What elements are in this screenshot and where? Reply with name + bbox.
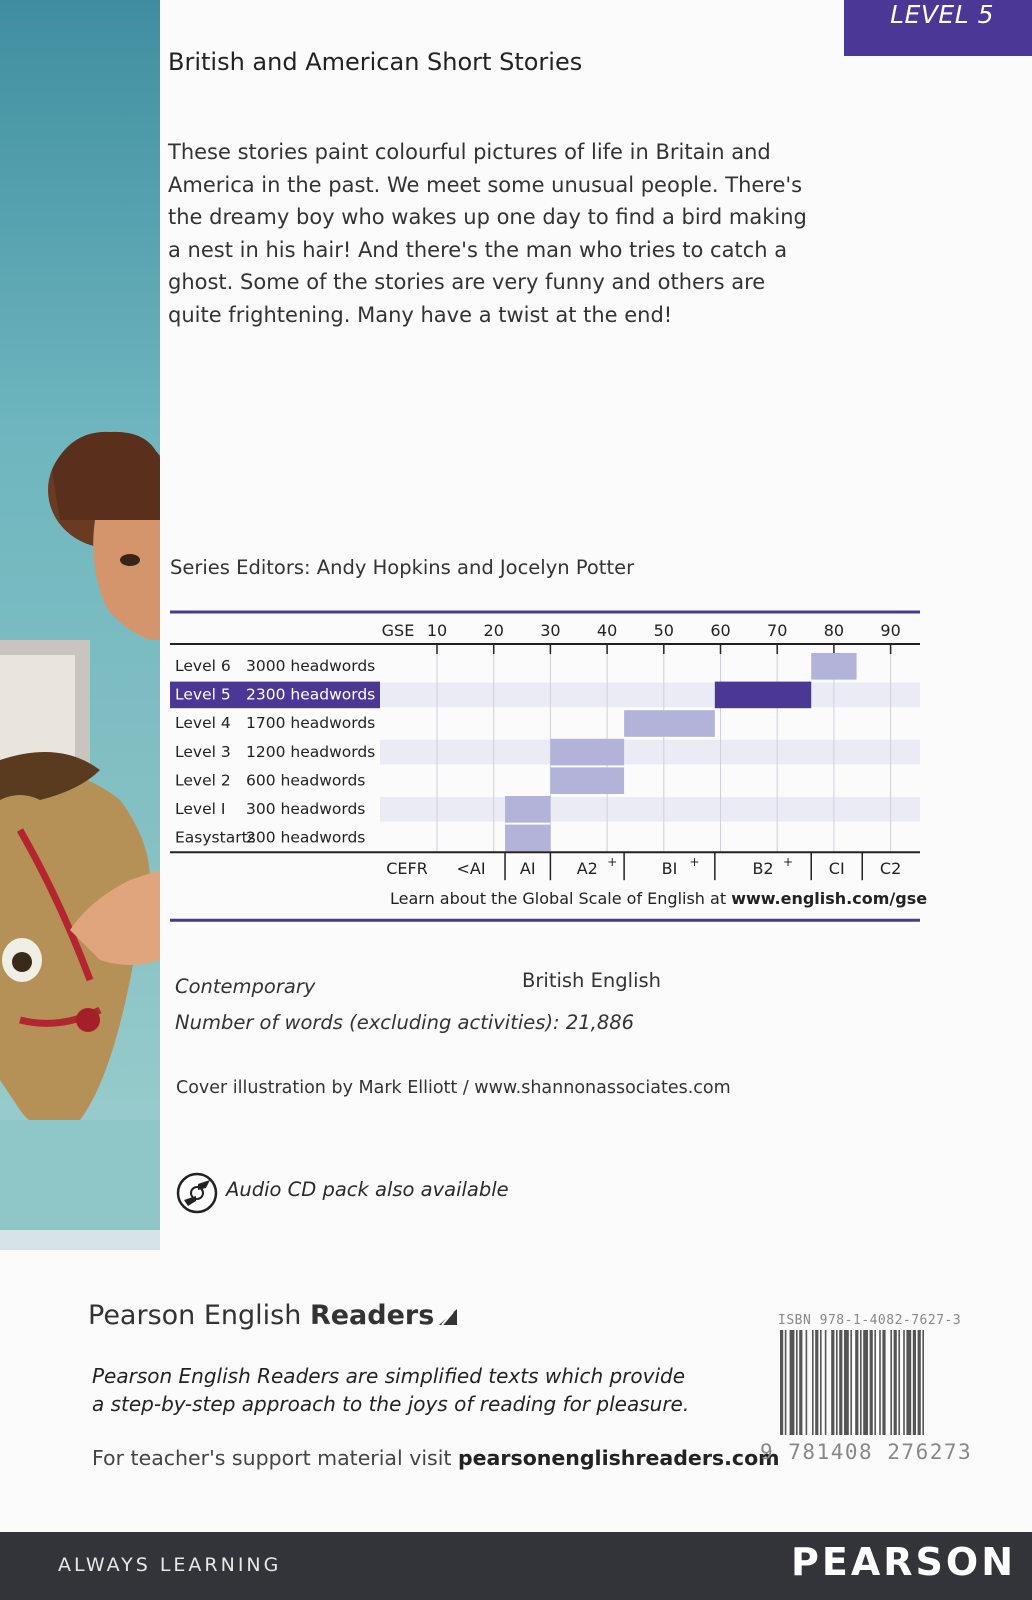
- cefr-band-label: AI: [519, 859, 536, 879]
- barcode-bar: [796, 1330, 798, 1435]
- gse-footnote-prefix: Learn about the Global Scale of English at: [390, 889, 732, 909]
- level-gse-bar: [505, 796, 550, 823]
- level-headwords: 3000 headwords: [246, 657, 376, 675]
- word-count-line: [175, 1011, 634, 1034]
- barcode-bar: [790, 1330, 795, 1435]
- level-gse-bar: [811, 653, 856, 680]
- barcode-bar: [879, 1330, 881, 1435]
- barcode-bar: [903, 1330, 905, 1435]
- footer-slogan: ALWAYS LEARNING: [58, 1554, 282, 1576]
- barcode-bar: [890, 1330, 892, 1435]
- isbn-label: ISBN 978-1-4082-7627-3: [778, 1313, 962, 1328]
- gse-tick-label: 40: [596, 621, 618, 640]
- teacher-support-line: [92, 1446, 780, 1470]
- cefr-band-label: <AI: [456, 859, 486, 879]
- series-name-light: Pearson English: [88, 1300, 310, 1331]
- barcode-bar: [799, 1330, 802, 1435]
- level-headwords: 200 headwords: [246, 828, 366, 847]
- level-gse-bar: [715, 682, 811, 709]
- barcode-bar: [894, 1330, 897, 1435]
- barcode-bar: [844, 1330, 849, 1435]
- level-tab-label: LEVEL 5: [890, 0, 994, 29]
- gse-tick-label: 80: [823, 621, 845, 640]
- barcode-bar: [812, 1330, 814, 1435]
- level-gse-bar: [624, 710, 715, 737]
- audio-cd-text: Audio CD pack also available: [226, 1178, 509, 1201]
- barcode-bar: [780, 1330, 783, 1435]
- barcode-bar: [918, 1330, 921, 1435]
- barcode-bar: [825, 1330, 827, 1435]
- gse-tick-label: 70: [767, 621, 788, 640]
- row-band: [380, 683, 920, 708]
- footer-bar: [0, 1532, 1032, 1600]
- gse-tick-label: 50: [653, 621, 674, 640]
- level-headwords: 2300 headwords: [246, 685, 376, 704]
- level-gse-bar: [550, 767, 624, 794]
- barcode-bar: [836, 1330, 838, 1435]
- gse-tick-label: 60: [710, 621, 731, 640]
- gse-footnote: [390, 889, 927, 908]
- readers-logo-mark-icon: [438, 1306, 458, 1326]
- level-name: Level 6: [175, 657, 231, 675]
- barcode-bar: [806, 1330, 808, 1435]
- level-gse-bar: [505, 825, 550, 852]
- barcode-bar: [870, 1330, 873, 1435]
- publisher-logo: PEARSON: [791, 1540, 1016, 1584]
- row-band: [380, 797, 920, 822]
- level-tab: [844, 0, 1032, 56]
- cefr-axis-label: CEFR: [386, 859, 428, 879]
- gse-footnote-url: www.english.com/gse: [731, 889, 928, 909]
- level-name: Level 3: [175, 742, 231, 761]
- level-headwords: 300 headwords: [246, 800, 366, 818]
- isbn-digits: 9 781408 276273: [760, 1440, 973, 1464]
- barcode-bar: [850, 1330, 852, 1435]
- level-gse-bar: [550, 739, 624, 766]
- gse-tick-label: 10: [426, 621, 448, 640]
- cefr-band-label: CI: [828, 859, 845, 879]
- barcode-bar: [855, 1330, 858, 1435]
- word-count-value: 21,886: [565, 1011, 635, 1034]
- series-brand: [88, 1300, 458, 1331]
- level-name: Easystarts: [175, 828, 256, 847]
- barcode-bar: [898, 1330, 900, 1435]
- book-title: British and American Short Stories: [168, 48, 583, 76]
- cefr-band-label: C2: [879, 859, 902, 879]
- barcode-bar: [863, 1330, 868, 1435]
- series-editors: Series Editors: Andy Hopkins and Jocelyn Potter: [170, 556, 635, 579]
- barcode-bar: [913, 1330, 916, 1435]
- barcode-bar: [785, 1330, 787, 1435]
- cefr-band-label: BI: [661, 859, 678, 879]
- support-prefix: For teacher's support material visit: [92, 1446, 458, 1470]
- barcode-bar: [882, 1330, 885, 1435]
- level-name: Level 2: [175, 771, 231, 790]
- cover-credit: Cover illustration by Mark Elliott / www.shannonassociates.com: [176, 1078, 731, 1098]
- gse-tick-label: 20: [483, 621, 504, 640]
- cover-illustration: [0, 0, 160, 1250]
- support-url: pearsonenglishreaders.com: [457, 1446, 780, 1470]
- series-name-bold: Readers: [309, 1300, 435, 1331]
- cefr-band-label: B2: [752, 859, 774, 879]
- english-variety: British English: [522, 969, 662, 992]
- category-label: Contemporary: [175, 975, 316, 998]
- level-headwords: 1700 headwords: [246, 714, 376, 733]
- cefr-plus-mark: +: [607, 855, 618, 870]
- cefr-plus-mark: +: [689, 855, 700, 870]
- barcode-bar: [815, 1330, 818, 1435]
- cover-illustration-strip: [0, 0, 160, 1250]
- barcode-bar: [922, 1330, 924, 1435]
- gse-tick-label: 30: [540, 621, 561, 640]
- level-headwords: 600 headwords: [246, 771, 366, 790]
- barcode-bar: [906, 1330, 911, 1435]
- cefr-band-label: A2: [576, 859, 598, 879]
- barcode-bar: [820, 1330, 822, 1435]
- level-name: Level 5: [175, 685, 231, 704]
- level-name: Level 4: [175, 714, 231, 733]
- barcode-bar: [831, 1330, 834, 1435]
- level-headwords: 1200 headwords: [246, 742, 376, 761]
- series-tagline: Pearson English Readers are simplified texts which provide a step-by-step approach to the joys of reading for pleasure.: [92, 1364, 690, 1416]
- book-blurb: These stories paint colourful pictures of life in Britain and America in the past. We meet some unusual people. There's the dreamy boy who wakes up one day to find a bird making a nest in his hair! And there's the man who tries to catch a ghost. Some of the stories are very funny and others are quite frightening. Many have a twist at the end!: [168, 140, 807, 327]
- level-name: Level I: [175, 800, 226, 818]
- cd-icon: [176, 1172, 218, 1214]
- barcode: [778, 1330, 978, 1440]
- gse-axis-label: GSE: [381, 621, 415, 640]
- row-band: [380, 740, 920, 765]
- word-count-label: Number of words (excluding activities):: [175, 1011, 560, 1034]
- barcode-bar: [874, 1330, 876, 1435]
- cefr-plus-mark: +: [783, 855, 794, 870]
- barcode-bar: [860, 1330, 862, 1435]
- gse-tick-label: 90: [880, 621, 901, 640]
- barcode-bar: [839, 1330, 842, 1435]
- level-chart: [170, 610, 930, 930]
